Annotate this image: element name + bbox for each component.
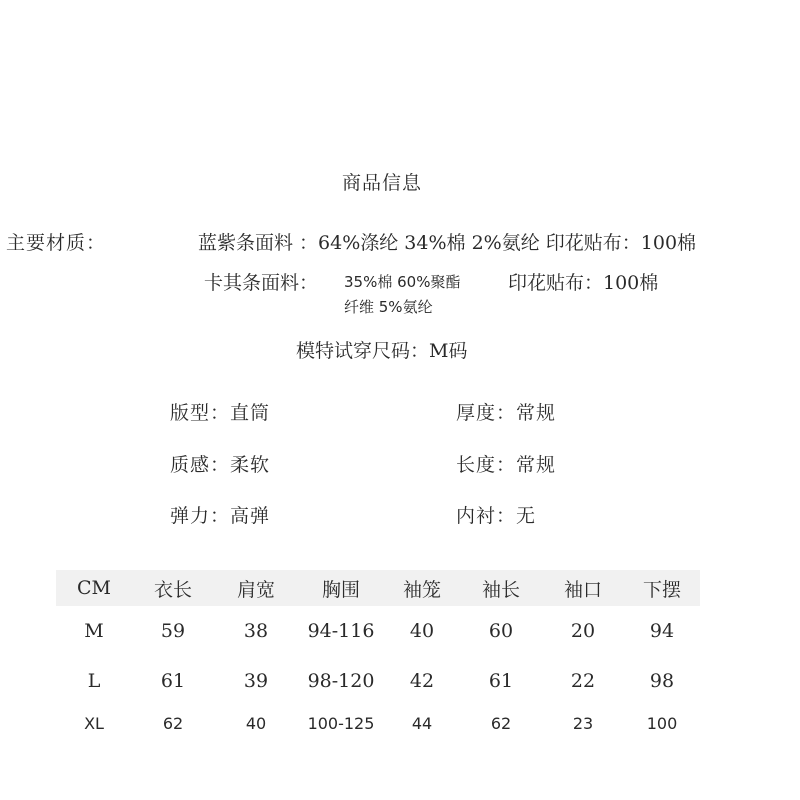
size-table-header bbox=[56, 570, 700, 606]
table-cell: 59 bbox=[160, 620, 186, 642]
table-cell: 94-116 bbox=[307, 620, 375, 642]
table-cell: 40 bbox=[409, 620, 435, 642]
attribute-elasticity: 弹力：高弹 bbox=[170, 505, 271, 527]
header-cell: 袖长 bbox=[460, 570, 542, 606]
header-cell: 袖笼 bbox=[384, 570, 460, 606]
attribute-texture: 质感：柔软 bbox=[170, 454, 271, 476]
table-cell: 94 bbox=[649, 620, 675, 642]
model-size: 模特试穿尺码：M码 bbox=[296, 340, 468, 362]
table-cell: 61 bbox=[488, 670, 514, 692]
header-cell: 衣长 bbox=[132, 570, 214, 606]
header-cell: 下摆 bbox=[624, 570, 700, 606]
table-cell: 61 bbox=[160, 670, 186, 692]
table-row bbox=[56, 656, 700, 706]
table-row bbox=[56, 606, 700, 656]
table-cell: 62 bbox=[490, 713, 512, 733]
table-cell: 23 bbox=[572, 713, 594, 733]
material-line-khaki-content: 35%棉 60%聚酯 bbox=[344, 273, 461, 291]
table-cell: 22 bbox=[570, 670, 596, 692]
table-cell: 39 bbox=[243, 670, 269, 692]
table-row bbox=[56, 706, 700, 740]
header-cell: 肩宽 bbox=[214, 570, 298, 606]
table-cell: 60 bbox=[488, 620, 514, 642]
table-cell: XL bbox=[84, 713, 104, 733]
table-cell: 42 bbox=[409, 670, 435, 692]
page-title: 商品信息 bbox=[341, 172, 422, 194]
material-line-khaki-continued: 纤维 5%氨纶 bbox=[344, 298, 433, 316]
size-table bbox=[56, 570, 700, 740]
table-cell: 100-125 bbox=[307, 713, 375, 733]
table-cell: 44 bbox=[411, 713, 433, 733]
table-cell: M bbox=[84, 620, 104, 642]
material-line-khaki-label: 卡其条面料： bbox=[204, 272, 319, 294]
material-line-khaki-print: 印花贴布：100棉 bbox=[508, 272, 659, 294]
table-cell: 62 bbox=[162, 713, 184, 733]
header-cell: CM bbox=[56, 570, 132, 606]
table-cell: 98 bbox=[649, 670, 675, 692]
material-label: 主要材质： bbox=[6, 232, 107, 254]
header-cell: 胸围 bbox=[298, 570, 384, 606]
table-cell: L bbox=[87, 670, 101, 692]
attribute-fit: 版型：直筒 bbox=[170, 402, 271, 424]
attribute-thickness: 厚度：常规 bbox=[456, 402, 557, 424]
material-line-blue-purple: 蓝紫条面料 ：64%涤纶 34%棉 2%氨纶 印花贴布：100棉 bbox=[198, 232, 697, 254]
table-cell: 38 bbox=[243, 620, 269, 642]
table-cell: 100 bbox=[646, 713, 678, 733]
header-cell: 袖口 bbox=[542, 570, 624, 606]
attribute-lining: 内衬：无 bbox=[456, 505, 537, 527]
table-cell: 98-120 bbox=[307, 670, 375, 692]
table-cell: 20 bbox=[570, 620, 596, 642]
attribute-length: 长度：常规 bbox=[456, 454, 557, 476]
table-cell: 40 bbox=[245, 713, 267, 733]
